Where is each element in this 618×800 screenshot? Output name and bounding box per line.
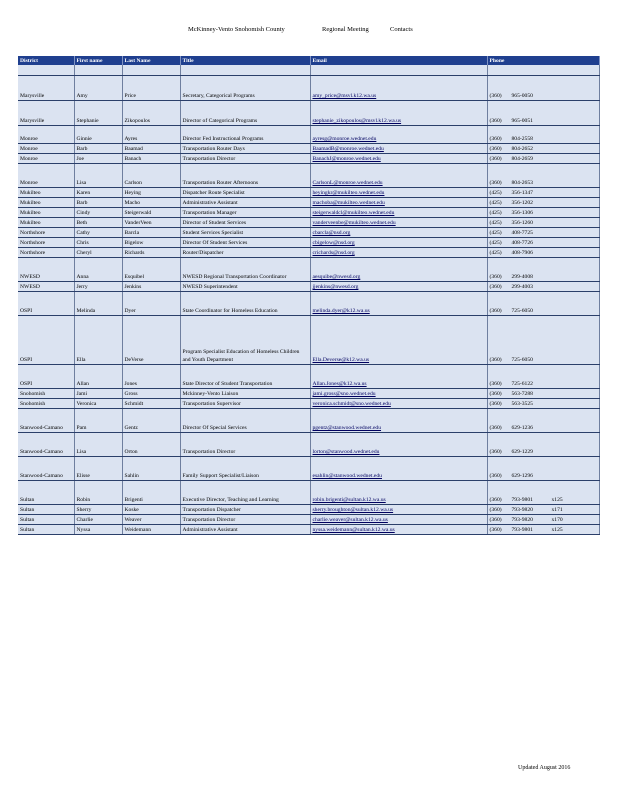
phone-cell [487,389,599,399]
table-row [18,258,599,282]
email-cell [310,399,487,409]
title-cell: Administrative Assistant [180,198,310,208]
phone-number: 793-9801 [511,527,533,533]
table-row [18,126,599,144]
phone-extension: x125 [551,497,563,503]
district-cell: Monroe [18,126,74,144]
phone-extension: x170 [551,517,563,523]
phone-cell [487,399,599,409]
email-cell [310,164,487,188]
email-link[interactable]: BaamadB@monroe.wednet.edu [312,146,384,152]
title-cell: Transportation Router Days [180,144,310,154]
phone-number: 725-6050 [511,308,533,314]
email-cell [310,144,487,154]
phone-cell [487,515,599,525]
email-link[interactable]: amy_price@msvl.k12.wa.us [312,93,377,99]
column-header-last-name: Last Name [122,56,180,65]
district-cell: Sultan [18,525,74,535]
table-row [18,101,599,126]
last-name-cell: Koske [122,505,180,515]
email-cell [310,154,487,164]
phone-cell [487,457,599,481]
title-cell: Transportation Router Afternoons [180,164,310,188]
phone-cell [487,248,599,258]
title-cell: State Director of Student Transportation [180,365,310,389]
first-name-cell: Ella [74,316,122,365]
table-row [18,316,599,365]
phone-area-code: (360) [489,146,502,152]
table-spacer-row [18,65,599,76]
title-cell: NWESD Regional Transportation Coordinator [180,258,310,282]
phone-cell [487,365,599,389]
table-row [18,164,599,188]
table-row [18,282,599,292]
first-name-cell: Amy [74,76,122,101]
phone-cell [487,228,599,238]
email-link[interactable]: ayresg@monroe.wednet.edu [312,136,377,142]
email-cell [310,433,487,457]
district-cell: Sultan [18,515,74,525]
district-cell: Mukilteo [18,218,74,228]
first-name-cell: Pam [74,409,122,433]
phone-area-code: (360) [489,473,502,479]
email-link[interactable]: aesquibe@nwesd.org [312,274,361,280]
phone-area-code: (360) [489,118,502,124]
district-cell: Monroe [18,144,74,154]
last-name-cell: Jenkins [122,282,180,292]
table-row [18,399,599,409]
email-cell [310,282,487,292]
first-name-cell: Veronica [74,399,122,409]
first-name-cell: Lisa [74,164,122,188]
document-subtitle-contacts: Contacts [390,26,413,33]
last-name-cell: Orton [122,433,180,457]
first-name-cell: Lisa [74,433,122,457]
table-row [18,481,599,505]
first-name-cell: Sherry [74,505,122,515]
email-link[interactable]: lorton@stanwood.wednet.edu [312,449,380,455]
column-header-first-name: First name [74,56,122,65]
table-row [18,238,599,248]
district-cell: Monroe [18,154,74,164]
last-name-cell: Brigenti [122,481,180,505]
email-link[interactable]: esahlin@stanwood.wednet.edu [312,473,382,479]
column-header-title: Title [180,56,310,65]
first-name-cell: Chris [74,238,122,248]
email-link[interactable]: BanachJ@monroe.wednet.edu [312,156,381,162]
email-cell [310,101,487,126]
phone-number: 725-6050 [511,357,533,363]
district-cell: Marysville [18,101,74,126]
first-name-cell: Beth [74,218,122,228]
email-link[interactable]: machoba@mukilteo.wednet.edu [312,200,385,206]
phone-number: 793-9801 [511,497,533,503]
first-name-cell: Jerry [74,282,122,292]
title-cell: Transportation Supervisor [180,399,310,409]
email-link[interactable]: crichards@nsd.org [312,250,355,256]
first-name-cell: Cathy [74,228,122,238]
phone-cell [487,409,599,433]
first-name-cell: Cheryl [74,248,122,258]
district-cell: Northshore [18,238,74,248]
table-row [18,433,599,457]
phone-cell [487,316,599,365]
email-cell [310,292,487,316]
last-name-cell: Ayres [122,126,180,144]
table-row [18,457,599,481]
email-link[interactable]: Allan.Jones@k12.wa.us [312,381,367,387]
phone-number: 804-2558 [511,136,533,142]
table-row [18,365,599,389]
phone-number: 299-4003 [511,284,533,290]
first-name-cell: Allan [74,365,122,389]
phone-number: 563-7288 [511,391,533,397]
last-name-cell: Barcla [122,228,180,238]
last-name-cell: Weidemann [122,525,180,535]
first-name-cell: Elisse [74,457,122,481]
phone-number: 629-1236 [511,425,533,431]
table-body [18,65,599,535]
column-header-phone: Phone [487,56,599,65]
table-row [18,208,599,218]
phone-area-code: (360) [489,308,502,314]
email-link[interactable]: jami.gross@sno.wednet.edu [312,391,376,397]
email-link[interactable]: sherry.broughton@sultan.k12.wa.us [312,507,394,513]
district-cell: Mukilteo [18,208,74,218]
phone-number: 356-1306 [511,210,533,216]
table-header-row [18,56,599,65]
email-link[interactable]: charlie.weaver@sultan.k12.wa.us [312,517,388,523]
first-name-cell: Stephanie [74,101,122,126]
email-cell [310,218,487,228]
first-name-cell: Melinda [74,292,122,316]
column-header-email: Email [310,56,487,65]
title-cell: Router/Dispatcher [180,248,310,258]
document-subtitle: Regional Meeting [322,26,369,33]
email-cell [310,525,487,535]
phone-cell [487,433,599,457]
title-cell: State Coordinator for Homeless Education [180,292,310,316]
title-cell: Director of Student Services [180,218,310,228]
phone-area-code: (425) [489,190,502,196]
title-cell: Administrative Assistant [180,525,310,535]
title-cell: Transportation Dispatcher [180,505,310,515]
first-name-cell: Cindy [74,208,122,218]
title-cell: Dispatcher Route Specialist [180,188,310,198]
last-name-cell: Dyer [122,292,180,316]
title-cell: Executive Director, Teaching and Learning [180,481,310,505]
phone-cell [487,525,599,535]
phone-cell [487,481,599,505]
email-link[interactable]: CarlsonL@monroe.wednet.edu [312,180,383,186]
first-name-cell: Nyssa [74,525,122,535]
title-cell: NWESD Superintendent [180,282,310,292]
last-name-cell: Schmidt [122,399,180,409]
email-link[interactable]: veronica.schmidt@sno.wednet.edu [312,401,391,407]
email-cell [310,316,487,365]
email-cell [310,248,487,258]
title-cell: Director Of Special Services [180,409,310,433]
district-cell: OSPI [18,316,74,365]
phone-cell [487,258,599,282]
title-cell: Director Fed Instructional Programs [180,126,310,144]
phone-area-code: (360) [489,274,502,280]
last-name-cell: Sahlin [122,457,180,481]
column-header-district: District [18,56,74,65]
district-cell: Snohomish [18,389,74,399]
table-row [18,389,599,399]
phone-area-code: (425) [489,220,502,226]
phone-area-code: (425) [489,200,502,206]
phone-area-code: (425) [489,210,502,216]
email-link[interactable]: vanderveenbe@mukilteo.wednet.edu [312,220,396,226]
table-row [18,188,599,198]
title-cell: Student Services Specialist [180,228,310,238]
phone-area-code: (360) [489,391,502,397]
phone-cell [487,126,599,144]
document-title: McKinney-Vento Snohomish County [188,26,285,33]
phone-area-code: (360) [489,425,502,431]
table-row [18,505,599,515]
phone-number: 563-3525 [511,401,533,407]
phone-number: 793-9820 [511,517,533,523]
email-cell [310,126,487,144]
district-cell: Sultan [18,481,74,505]
phone-area-code: (425) [489,230,502,236]
phone-number: 629-1229 [511,449,533,455]
contacts-table [18,56,600,535]
first-name-cell: Charlie [74,515,122,525]
phone-number: 804-2653 [511,180,533,186]
last-name-cell: Gentz [122,409,180,433]
phone-area-code: (360) [489,497,502,503]
email-cell [310,505,487,515]
email-link[interactable]: cbarcla@nsd.org [312,230,351,236]
email-cell [310,457,487,481]
email-cell [310,365,487,389]
last-name-cell: Zikopoulos [122,101,180,126]
district-cell: OSPI [18,292,74,316]
phone-number: 965-0051 [511,118,533,124]
email-link[interactable]: Ella.Deverse@k12.wa.us [312,357,370,363]
email-cell [310,208,487,218]
district-cell: Mukilteo [18,188,74,198]
phone-cell [487,218,599,228]
last-name-cell: Jones [122,365,180,389]
title-cell: Director of Categorical Programs [180,101,310,126]
table-row [18,218,599,228]
phone-number: 804-2659 [511,156,533,162]
phone-area-code: (360) [489,136,502,142]
table-row [18,154,599,164]
district-cell: Mukilteo [18,198,74,208]
phone-number: 356-1202 [511,200,533,206]
title-cell: Secretary, Categorical Programs [180,76,310,101]
phone-area-code: (360) [489,517,502,523]
title-cell: Transportation Director [180,433,310,457]
email-link[interactable]: jjenkins@nwesd.org [312,284,359,290]
district-cell: Monroe [18,164,74,188]
first-name-cell: Joe [74,154,122,164]
table-row [18,198,599,208]
phone-number: 725-6122 [511,381,533,387]
title-cell: Transportation Director [180,515,310,525]
email-cell [310,228,487,238]
phone-area-code: (360) [489,284,502,290]
district-cell: Northshore [18,248,74,258]
table-row [18,228,599,238]
last-name-cell: Baamad [122,144,180,154]
title-cell: Program Specialist Education of Homeless Children and Youth Department [180,316,310,365]
last-name-cell: Price [122,76,180,101]
phone-area-code: (425) [489,240,502,246]
first-name-cell: Ginnie [74,126,122,144]
phone-area-code: (360) [489,180,502,186]
phone-cell [487,505,599,515]
phone-number: 408-7726 [511,240,533,246]
phone-number: 965-0050 [511,93,533,99]
email-cell [310,515,487,525]
email-cell [310,258,487,282]
email-link[interactable]: robin.brigenti@sultan.k12.wa.us [312,497,386,503]
table-row [18,144,599,154]
phone-cell [487,188,599,198]
last-name-cell: Macho [122,198,180,208]
first-name-cell: Jami [74,389,122,399]
phone-cell [487,198,599,208]
first-name-cell: Barb [74,144,122,154]
last-name-cell: Carlson [122,164,180,188]
first-name-cell: Robin [74,481,122,505]
email-cell [310,76,487,101]
last-name-cell: DeVerse [122,316,180,365]
first-name-cell: Anna [74,258,122,282]
phone-area-code: (425) [489,250,502,256]
last-name-cell: Heying [122,188,180,198]
phone-cell [487,76,599,101]
phone-cell [487,208,599,218]
table-row [18,409,599,433]
phone-area-code: (360) [489,507,502,513]
email-cell [310,481,487,505]
phone-number: 629-1296 [511,473,533,479]
last-name-cell: Richards [122,248,180,258]
district-cell: Stanwood-Camano [18,457,74,481]
phone-cell [487,154,599,164]
phone-cell [487,238,599,248]
phone-area-code: (360) [489,449,502,455]
phone-cell [487,144,599,154]
email-link[interactable]: cbigelow@nsd.org [312,240,355,246]
table-row [18,76,599,101]
last-name-cell: Weaver [122,515,180,525]
phone-extension: x125 [551,527,563,533]
title-cell: Mckinney-Vento Liaison [180,389,310,399]
phone-number: 804-2652 [511,146,533,152]
email-cell [310,238,487,248]
district-cell: NWESD [18,258,74,282]
district-cell: Stanwood-Camano [18,409,74,433]
last-name-cell: Gross [122,389,180,399]
district-cell: Sultan [18,505,74,515]
table-row [18,525,599,535]
phone-extension: x171 [551,507,563,513]
table-row [18,292,599,316]
email-cell [310,409,487,433]
phone-area-code: (360) [489,527,502,533]
phone-number: 793-9820 [511,507,533,513]
phone-cell [487,292,599,316]
email-cell [310,188,487,198]
phone-area-code: (360) [489,357,502,363]
table-row [18,515,599,525]
district-cell: OSPI [18,365,74,389]
footer-updated: Updated August 2016 [518,765,571,771]
phone-number: 299-4008 [511,274,533,280]
phone-number: 408-7725 [511,230,533,236]
email-cell [310,389,487,399]
title-cell: Transportation Director [180,154,310,164]
district-cell: Snohomish [18,399,74,409]
last-name-cell: Esquibel [122,258,180,282]
first-name-cell: Karen [74,188,122,198]
district-cell: Marysville [18,76,74,101]
phone-area-code: (360) [489,93,502,99]
first-name-cell: Barb [74,198,122,208]
table-row [18,248,599,258]
phone-cell [487,282,599,292]
phone-area-code: (360) [489,156,502,162]
phone-cell [487,164,599,188]
email-link[interactable]: steigerwaldcl@mukilteo.wednet.edu [312,210,395,216]
phone-area-code: (360) [489,401,502,407]
district-cell: NWESD [18,282,74,292]
last-name-cell: Bigelow [122,238,180,248]
email-link[interactable]: stephanie_zikopoulos@msvl.k12.wa.us [312,118,402,124]
last-name-cell: Banach [122,154,180,164]
title-cell: Family Support Specialist/Liaison [180,457,310,481]
phone-cell [487,101,599,126]
email-link[interactable]: nyssa.weidemann@sultan.k12.wa.us [312,527,395,533]
phone-number: 356-1347 [511,190,533,196]
phone-number: 408-7906 [511,250,533,256]
title-cell: Transportation Manager [180,208,310,218]
last-name-cell: Steigerwald [122,208,180,218]
email-cell [310,198,487,208]
phone-number: 356-1260 [511,220,533,226]
email-link[interactable]: pgentz@stanwood.wednet.edu [312,425,382,431]
phone-area-code: (360) [489,381,502,387]
district-cell: Stanwood-Camano [18,433,74,457]
email-link[interactable]: melinda.dyer@k12.wa.us [312,308,370,314]
last-name-cell: VanderVeen [122,218,180,228]
district-cell: Northshore [18,228,74,238]
title-cell: Director Of Student Services [180,238,310,248]
email-link[interactable]: heyingkr@mukilteo.wednet.edu [312,190,385,196]
